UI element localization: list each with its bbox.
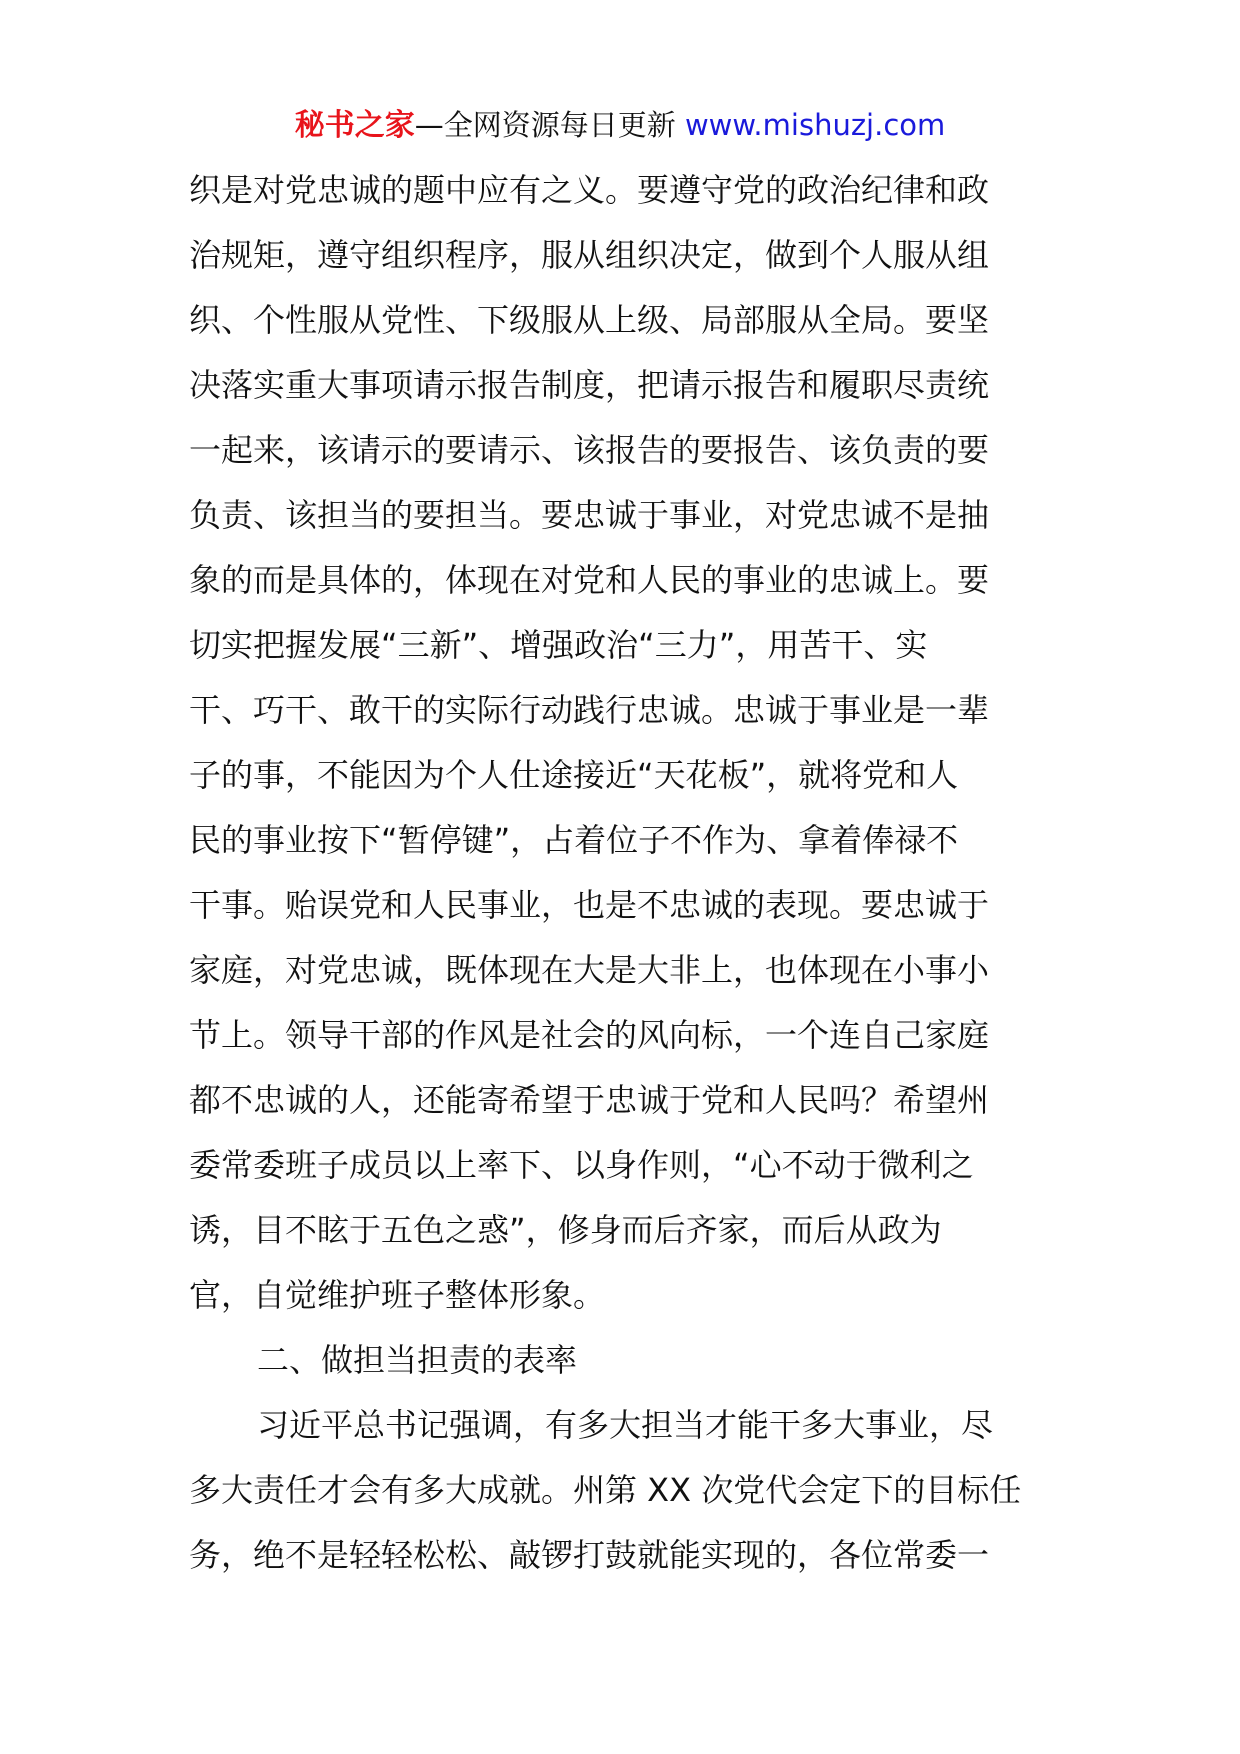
site-tagline: —全网资源每日更新	[414, 108, 685, 142]
text-line: 委常委班子成员以上率下、以身作则，“心不动于微利之	[189, 1146, 974, 1184]
text-line: 子的事，不能因为个人仕途接近“天花板”，就将党和人	[189, 756, 959, 794]
text-line: 象的而是具体的，体现在对党和人民的事业的忠诚上。要	[189, 561, 990, 599]
text-line: 诱，目不眩于五色之惑”，修身而后齐家，而后从政为	[189, 1211, 942, 1249]
section-heading: 二、做担当担责的表率	[257, 1341, 578, 1379]
text-line: 节上。领导干部的作风是社会的风向标，一个连自己家庭	[189, 1016, 990, 1054]
text-line: 织、个性服从党性、下级服从上级、局部服从全局。要坚	[189, 301, 990, 339]
text-line: 切实把握发展“三新”、增强政治“三力”，用苦干、实	[189, 626, 928, 664]
text-line: 一起来，该请示的要请示、该报告的要报告、该负责的要	[189, 431, 990, 469]
text-line: 治规矩，遵守组织程序，服从组织决定，做到个人服从组	[189, 236, 990, 274]
text-line: 干事。贻误党和人民事业，也是不忠诚的表现。要忠诚于	[189, 886, 990, 924]
text-line: 务，绝不是轻轻松松、敲锣打鼓就能实现的，各位常委一	[189, 1536, 990, 1574]
site-brand: 秘书之家	[294, 108, 415, 143]
site-url[interactable]: www.mishuzj.com	[684, 108, 946, 142]
text-line: 多大责任才会有多大成就。州第 XX 次党代会定下的目标任	[189, 1471, 1022, 1509]
text-line: 习近平总书记强调，有多大担当才能干多大事业，尽	[257, 1406, 994, 1444]
text-line: 民的事业按下“暂停键”，占着位子不作为、拿着俸禄不	[189, 821, 959, 859]
text-line: 决落实重大事项请示报告制度，把请示报告和履职尽责统	[189, 366, 990, 404]
text-line: 家庭，对党忠诚，既体现在大是大非上，也体现在小事小	[189, 951, 990, 989]
text-line: 负责、该担当的要担当。要忠诚于事业，对党忠诚不是抽	[189, 496, 990, 534]
document-body	[189, 158, 1061, 1588]
text-line: 织是对党忠诚的题中应有之义。要遵守党的政治纪律和政	[189, 171, 990, 209]
text-line: 干、巧干、敢干的实际行动践行忠诚。忠诚于事业是一辈	[189, 691, 990, 729]
text-line: 官，自觉维护班子整体形象。	[189, 1276, 606, 1314]
text-line: 都不忠诚的人，还能寄希望于忠诚于党和人民吗？希望州	[189, 1081, 990, 1119]
site-header	[0, 103, 1240, 148]
